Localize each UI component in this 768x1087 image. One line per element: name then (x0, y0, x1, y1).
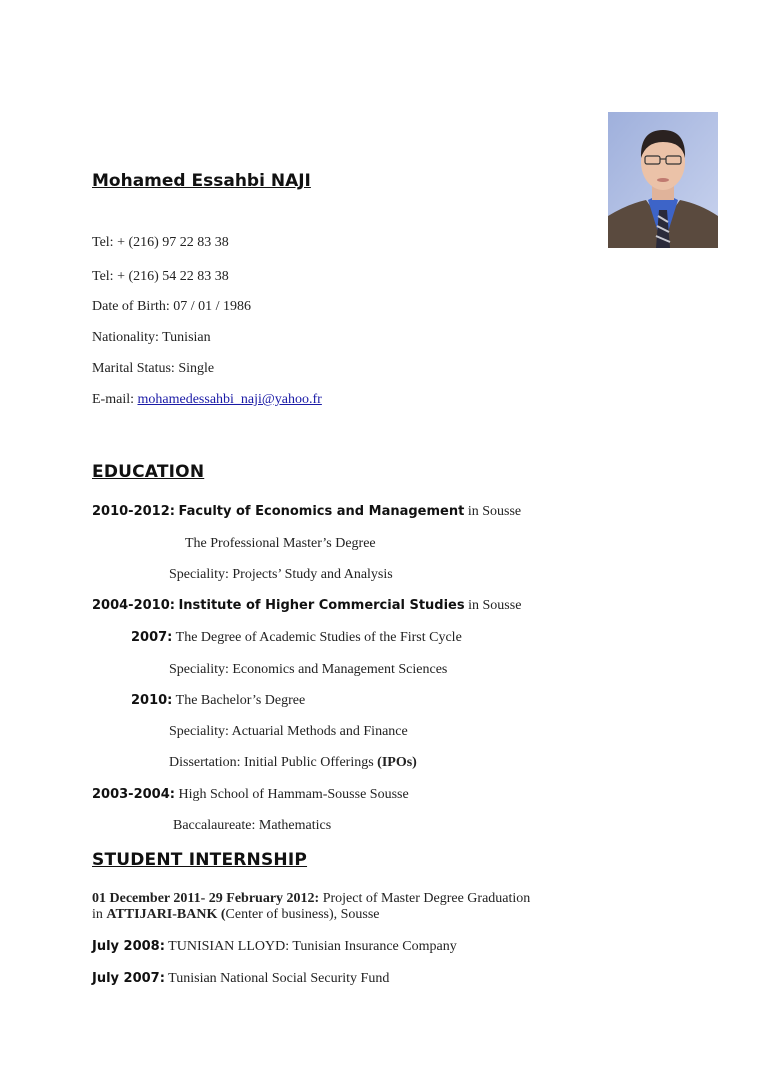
degree (131, 693, 305, 709)
school: Institute of Higher Commercial Studies (178, 598, 465, 613)
date-of-birth: Date of Birth: 07 / 01 / 1986 (92, 299, 252, 314)
internship-entry-cont (92, 907, 380, 923)
internship-heading: STUDENT INTERNSHIP (92, 850, 308, 870)
date: July 2007: (92, 971, 165, 986)
profile-photo (608, 112, 718, 248)
nationality: Nationality: Tunisian (92, 330, 211, 345)
school: High School of Hammam-Sousse Sousse (174, 787, 409, 802)
dissertation-abbr: (IPOs) (377, 755, 417, 770)
date: July 2008: (92, 939, 165, 954)
internship-entry (92, 891, 530, 907)
internship-entry (92, 971, 389, 987)
description: Tunisian National Social Security Fund (164, 971, 390, 986)
speciality: Speciality: Actuarial Methods and Finance (169, 724, 408, 739)
baccalaureate: Baccalaureate: Mathematics (173, 818, 332, 833)
education-entry (92, 787, 409, 803)
phone-2: Tel: + (216) 54 22 83 38 (92, 269, 229, 284)
degree: The Professional Master’s Degree (185, 536, 376, 551)
degree (131, 630, 462, 646)
education-heading: EDUCATION (92, 462, 205, 482)
year: 2004-2010: (92, 598, 175, 613)
description: TUNISIAN LLOYD: Tunisian Insurance Company (164, 939, 457, 954)
education-entry (92, 504, 521, 520)
marital-status: Marital Status: Single (92, 361, 215, 376)
dissertation (169, 755, 417, 771)
speciality: Speciality: Projects’ Study and Analysis (169, 567, 393, 582)
dissertation-text: Dissertation: Initial Public Offerings (169, 755, 378, 770)
phone-1: Tel: + (216) 97 22 83 38 (92, 235, 229, 250)
description: Project of Master Degree Graduation (319, 891, 531, 906)
date: 01 December 2011- 29 February 2012: (92, 891, 320, 906)
year: 2007: (131, 630, 173, 645)
year: 2003-2004: (92, 787, 175, 802)
year: 2010: (131, 693, 173, 708)
internship-entry (92, 939, 457, 955)
email-label: E-mail: (92, 392, 138, 407)
degree-text: The Bachelor’s Degree (172, 693, 306, 708)
bank: ATTIJARI-BANK ( (106, 907, 226, 922)
text: Center of business), Sousse (225, 907, 380, 922)
speciality: Speciality: Economics and Management Sciences (169, 662, 448, 677)
candidate-name: Mohamed Essahbi NAJI (92, 171, 311, 191)
education-entry (92, 598, 521, 614)
year: 2010-2012: (92, 504, 175, 519)
email-line (92, 392, 322, 408)
text: in (92, 907, 107, 922)
place: in Sousse (464, 598, 522, 613)
degree-text: The Degree of Academic Studies of the First Cycle (172, 630, 462, 645)
email-link[interactable]: mohamedessahbi_naji@yahoo.fr (137, 392, 322, 407)
place: in Sousse (464, 504, 522, 519)
school: Faculty of Economics and Management (178, 504, 465, 519)
